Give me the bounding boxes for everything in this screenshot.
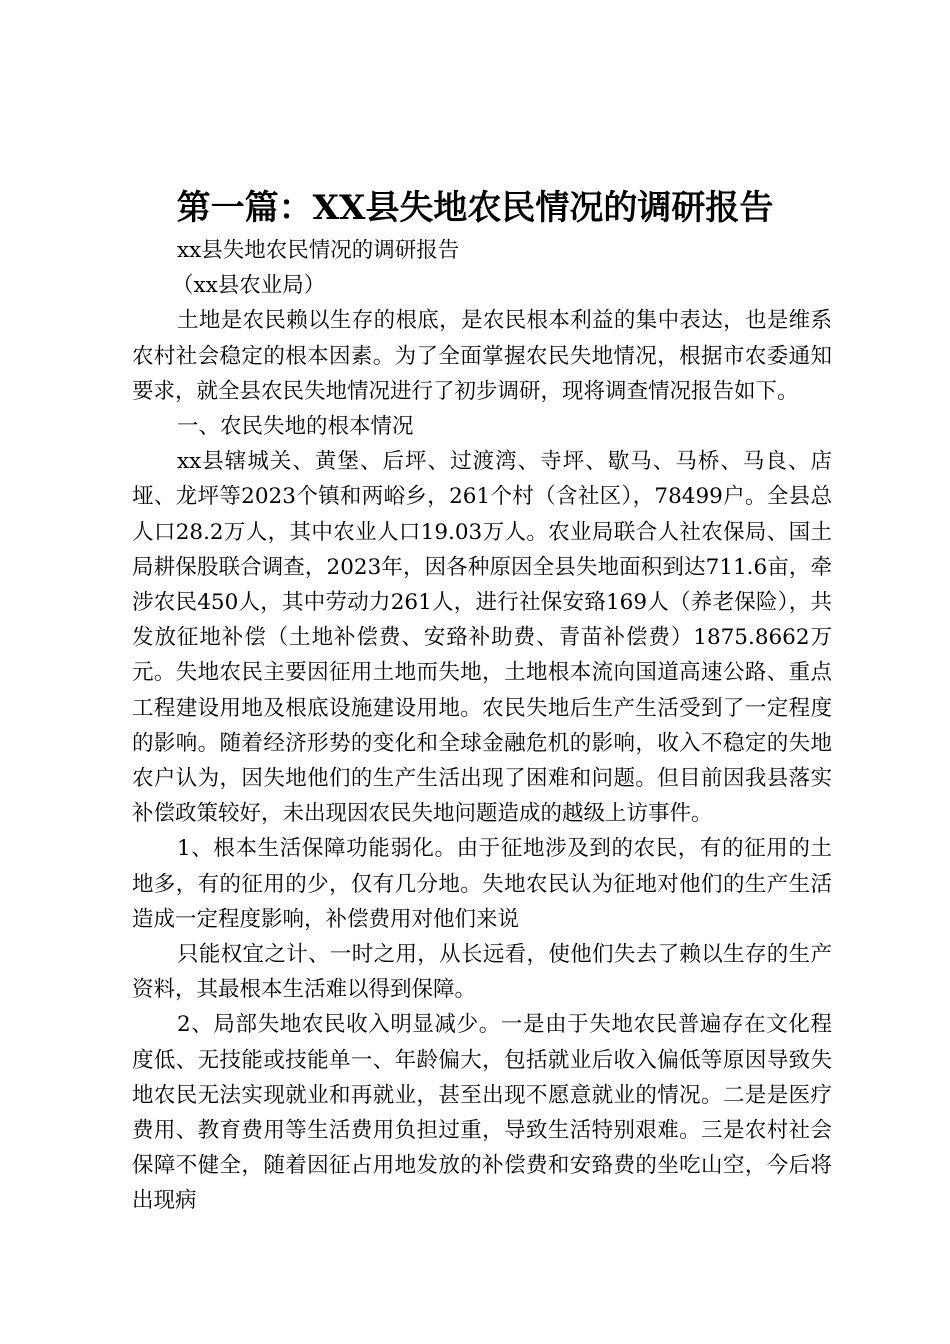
document-title: 第一篇：XX县失地农民情况的调研报告 bbox=[176, 188, 774, 228]
paragraph: 土地是农民赖以生存的根底，是农民根本利益的集中表达，也是维系农村社会稳定的根本因素。为了全面掌握农民失地情况，根据市农委通知要求，就全县农民失地情况进行了初步调研，现将调查情况报告如下。 bbox=[132, 308, 832, 404]
document-body bbox=[132, 233, 832, 1219]
paragraph: 只能权宜之计、一时之用，从长远看，使他们失去了赖以生存的生产资料，其最根本生活难以得到保障。 bbox=[132, 942, 832, 1003]
paragraph: 1、根本生活保障功能弱化。由于征地涉及到的农民，有的征用的土地多，有的征用的少，仅有几分地。失地农民认为征地对他们的生产生活造成一定程度影响，补偿费用对他们来说 bbox=[132, 836, 832, 932]
paragraph: 2、局部失地农民收入明显减少。一是由于失地农民普遍存在文化程度低、无技能或技能单一、年龄偏大，包括就业后收入偏低等原因导致失地农民无法实现就业和再就业，甚至出现不愿意就业的情况。二是是医疗费用、教育费用等生活费用负担过重，导致生活特别艰难。三是农村社会保障不健全，随着因征占用地发放的补偿费和安臵费的坐吃山空，今后将出现病 bbox=[132, 1012, 832, 1214]
report-subtitle: xx县失地农民情况的调研报告 bbox=[177, 238, 460, 263]
report-author: （xx县农业局） bbox=[172, 273, 326, 299]
paragraph: xx县辖城关、黄堡、后坪、过渡湾、寺坪、歇马、马桥、马良、店垭、龙坪等2023个镇和两峪乡，261个村（含社区），78499户。全县总人口28.2万人，其中农业人口19.03万人。农业局联合人社农保局、国土局耕保股联合调查，2023年，因各种原因全县失地面积到达711.6亩，牵涉农民450人，其中劳动力261人，进行社保安臵169人（养老保险），共发放征地补偿（土地补偿费、安臵补助费、青苗补偿费）1875.8662万元。失地农民主要因征用土地而失地，土地根本流向国道高速公路、重点工程建设用地及根底设施建设用地。农民失地后生产生活受到了一定程度的影响。随着经济形势的变化和全球金融危机的影响，收入不稳定的失地农户认为，因失地他们的生产生活出现了困难和问题。但目前因我县落实补偿政策较好，未出现因农民失地问题造成的越级上访事件。 bbox=[132, 449, 832, 827]
section-heading: 一、农民失地的根本情况 bbox=[177, 414, 414, 440]
